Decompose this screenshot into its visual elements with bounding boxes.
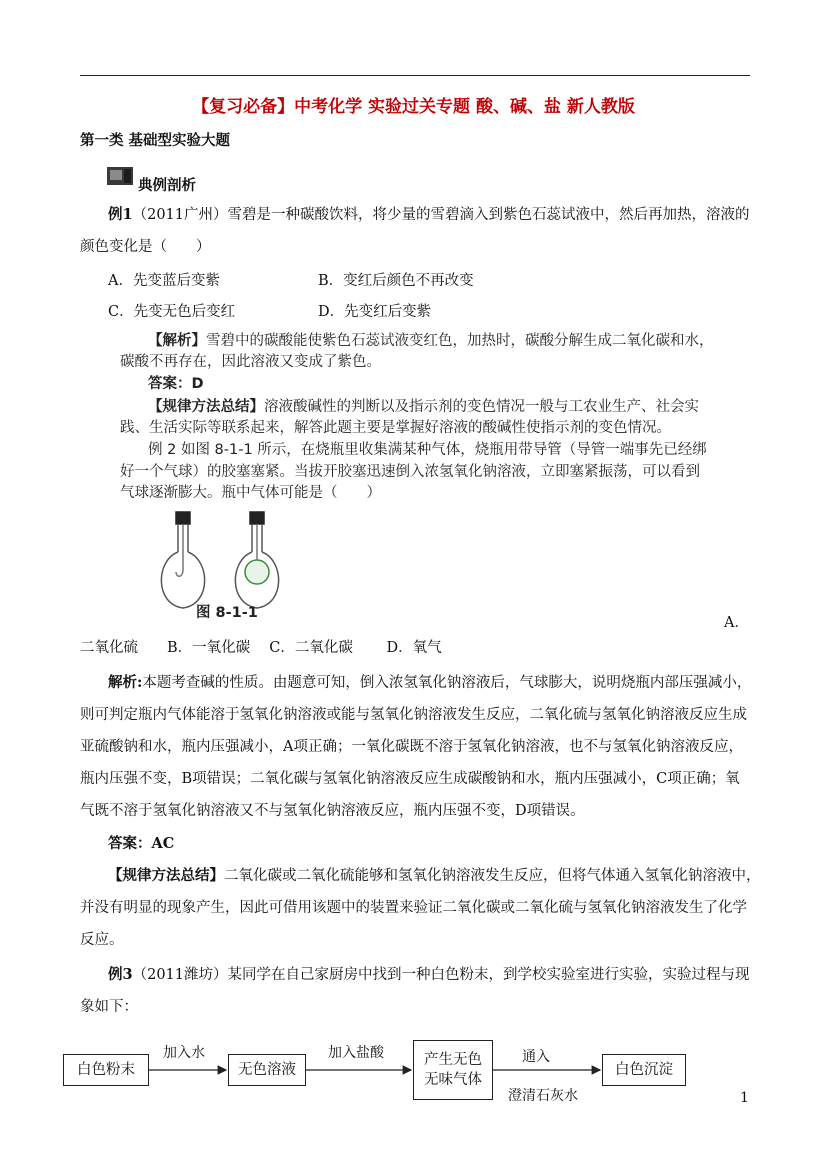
flow-box-gas-line2: 无味气体 — [424, 1072, 482, 1088]
example2-summary-text: 二氧化碳或二氧化硫能够和氢氧化钠溶液发生反应，但将气体通入氢氧化钠溶液中， — [224, 868, 761, 884]
page-number: 1 — [740, 1090, 749, 1106]
example2-summary-line3: 反应。 — [80, 932, 124, 948]
scan-summary-line2: 践、生活实际等联系起来，解答此题主要是掌握好溶液的酸碱性使指示剂的变色情况。 — [120, 420, 671, 436]
scan-ex2-line2: 好一个气球）的胶塞塞紧。当拔开胶塞迅速倒入浓氢氧化钠溶液，立即塞紧振荡，可以看到 — [120, 464, 700, 480]
example2-analysis-line4: 瓶内压强不变，B项错误；二氧化碳与氢氧化钠溶液反应生成碳酸钠和水，瓶内压强减小，C项正确；氧 — [80, 771, 740, 787]
example2-analysis-line2: 则可判定瓶内气体能溶于氢氧化钠溶液或能与氢氧化钠溶液发生反应，二氧化硫与氢氧化钠溶液反应生成 — [80, 707, 747, 723]
example2-analysis-text: 本题考查碱的性质。由题意可知，倒入浓氢氧化钠溶液后，气球膨大，说明烧瓶内部压强减小， — [142, 675, 752, 691]
scan-analysis-line2: 碳酸不再存在，因此溶液又变成了紫色。 — [120, 354, 381, 370]
scan-summary-line1 — [148, 397, 699, 417]
example2-analysis-line1 — [108, 673, 751, 693]
flow-box-white-precipitate: 白色沉淀 — [602, 1054, 686, 1086]
scan-ex2-line1: 例 2 如图 8-1-1 所示，在烧瓶里收集满某种气体，烧瓶用带导管（导管一端事先已经绑 — [148, 442, 707, 458]
scan-summary-text: 溶液酸碱性的判断以及指示剂的变色情况一般与工农业生产、社会实 — [264, 399, 699, 415]
example3-text: （2011潍坊）某同学在自己家厨房中找到一种白色粉末，到学校实验室进行实验，实验过程与现 — [132, 967, 750, 983]
flow-box-white-powder: 白色粉末 — [63, 1054, 149, 1086]
example3-line1 — [108, 965, 750, 985]
flow-arrow1-label: 加入水 — [163, 1045, 205, 1061]
book-icon — [104, 165, 138, 187]
example1-option-b: B．变红后颜色不再改变 — [318, 273, 474, 289]
example1-option-c: C．先变无色后变红 — [108, 304, 236, 320]
scan-analysis-label: 【解析】 — [148, 333, 206, 349]
flow-arrows — [0, 1055, 827, 1085]
example1-text: （2011广州）雪碧是一种碳酸饮料，将少量的雪碧滴入到紫色石蕊试液中，然后再加热，溶液的 — [132, 207, 750, 223]
section-heading: 第一类 基础型实验大题 — [80, 132, 231, 149]
page-title: 【复习必备】中考化学 实验过关专题 酸、碱、盐 新人教版 — [192, 97, 635, 117]
flow-box-colorless-solution: 无色溶液 — [228, 1054, 306, 1086]
figure-caption: 图 8-1-1 — [196, 605, 258, 621]
example3-line2: 象如下： — [80, 999, 138, 1015]
scan-answer: 答案：D — [148, 376, 204, 392]
flow-arrow3-top-label: 通入 — [522, 1049, 550, 1065]
flow-arrow3-bottom-label: 澄清石灰水 — [508, 1088, 578, 1104]
example3-label: 例3 — [108, 966, 133, 983]
example2-summary-line1 — [108, 866, 761, 886]
sub-heading: 典例剖析 — [138, 177, 196, 194]
scan-analysis-text: 雪碧中的碳酸能使紫色石蕊试液变红色，加热时，碳酸分解生成二氧化碳和水， — [206, 333, 714, 349]
example2-answer: 答案：AC — [108, 835, 175, 852]
example1-label: 例1 — [108, 206, 133, 223]
example1-line1 — [108, 205, 750, 225]
example1-option-d: D．先变红后变紫 — [318, 304, 432, 320]
example2-analysis-line5: 气既不溶于氢氧化钠溶液又不与氢氧化钠溶液反应，瓶内压强不变，D项错误。 — [80, 803, 585, 819]
example2-analysis-line3: 亚硫酸钠和水，瓶内压强减小，A项正确；一氧化碳既不溶于氢氧化钠溶液，也不与氢氧化钠溶液反应， — [80, 739, 743, 755]
flow-arrow2-label: 加入盐酸 — [328, 1045, 384, 1061]
example2-options: 二氧化硫 B．一氧化碳 C．二氧化碳 D．氧气 — [80, 640, 442, 656]
scan-summary-label: 【规律方法总结】 — [148, 399, 264, 415]
example2-option-a-tail: A． — [724, 615, 749, 631]
example2-summary-line2: 并没有明显的现象产生，因此可借用该题中的装置来验证二氧化碳或二氧化硫与氢氧化钠溶液发生了化学 — [80, 900, 747, 916]
example1-option-a: A．先变蓝后变紫 — [108, 273, 220, 289]
example2-analysis-label: 解析: — [108, 674, 143, 691]
scan-ex2-line3: 气球逐渐膨大。瓶中气体可能是（ ） — [120, 485, 381, 501]
flow-box-gas-line1: 产生无色 — [424, 1052, 482, 1068]
header-rule — [80, 75, 750, 76]
example1-line2: 颜色变化是（ ） — [80, 239, 211, 255]
scan-analysis-line1 — [148, 331, 714, 351]
flask-figure — [150, 508, 290, 618]
example2-summary-label: 【规律方法总结】 — [108, 867, 224, 884]
